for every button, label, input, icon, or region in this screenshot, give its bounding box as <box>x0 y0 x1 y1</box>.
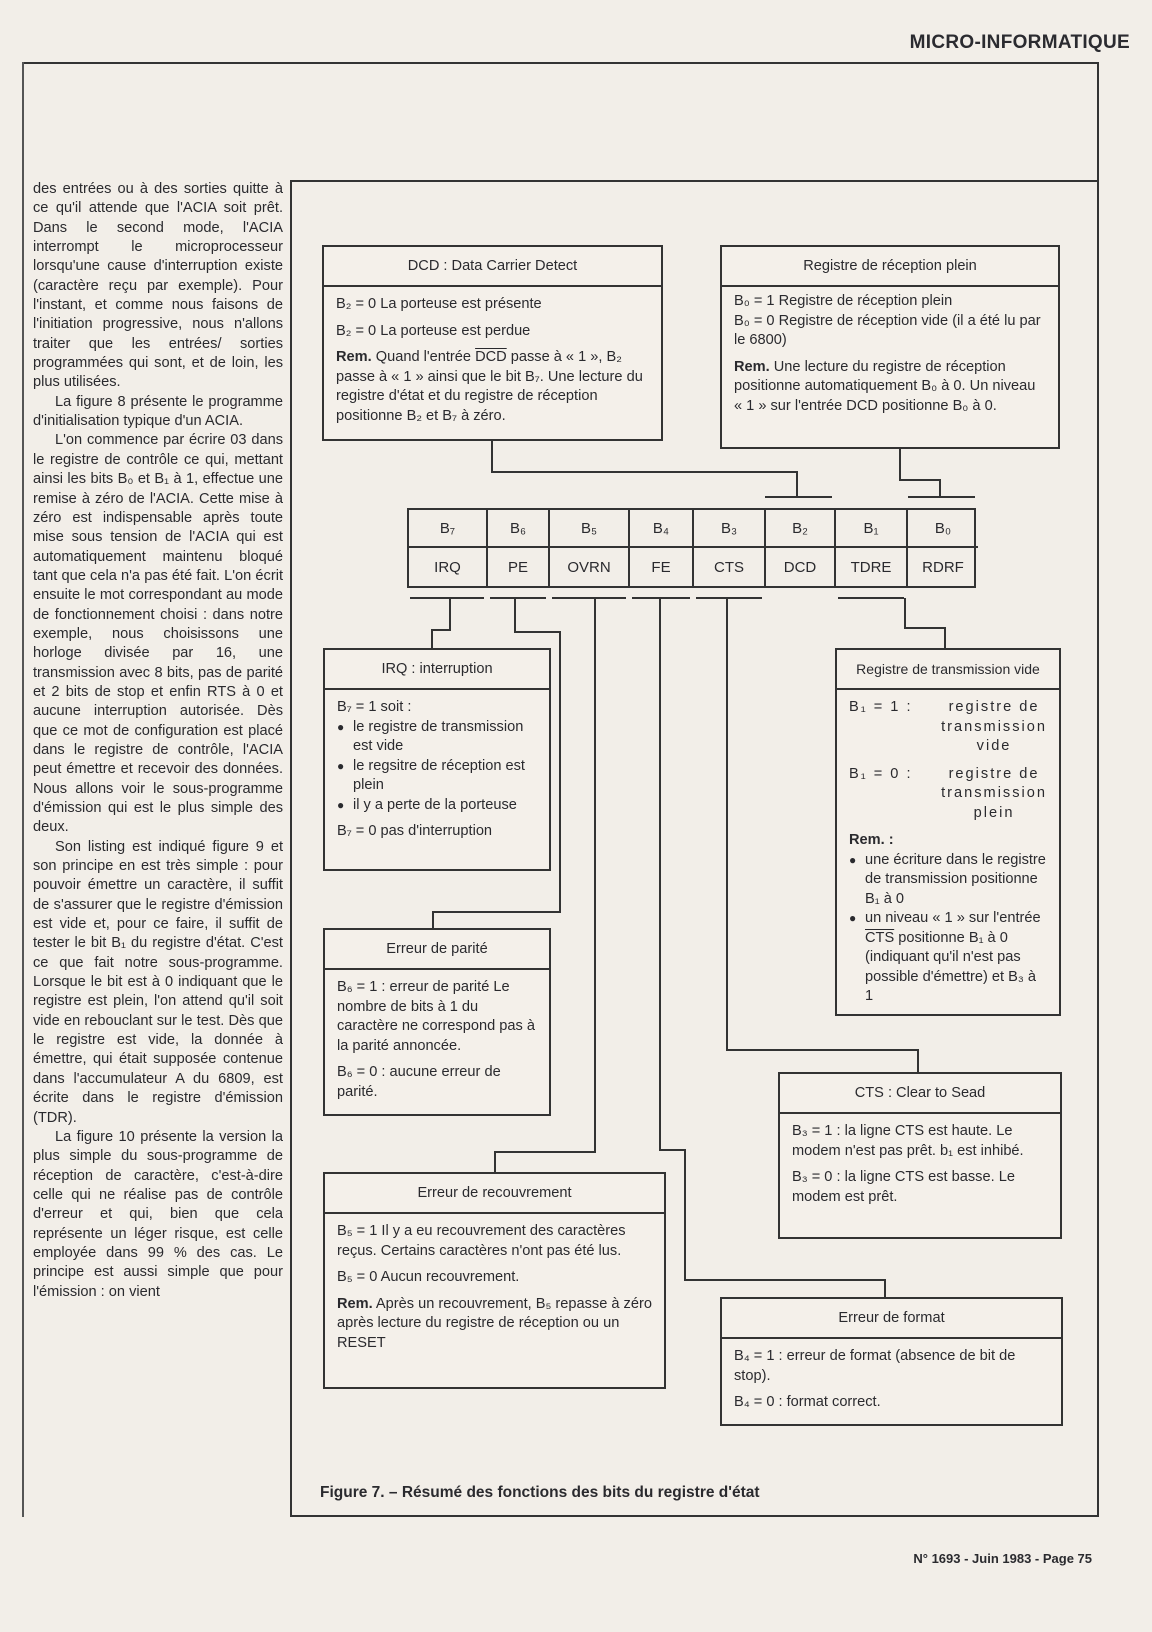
format-error-box <box>720 1297 1063 1426</box>
tdre-box <box>835 648 1061 1016</box>
box-line <box>849 698 1047 757</box>
figure-caption: Figure 7. – Résumé des fonctions des bits du registre d'état <box>320 1484 760 1501</box>
box-remark <box>336 348 649 426</box>
box-line: B₅ = 0 Aucun recouvrement. <box>337 1269 520 1285</box>
box-title: Erreur de parité <box>325 930 549 970</box>
box-line: B₆ = 0 : aucune erreur de parité. <box>337 1064 501 1100</box>
connector-tdre <box>905 598 945 648</box>
box-title: IRQ : interruption <box>325 650 549 690</box>
box-line: B₂ = 0 La porteuse est présente <box>336 296 542 312</box>
cts-box <box>778 1072 1062 1239</box>
box-line: B₄ = 0 : format correct. <box>734 1394 881 1410</box>
bit-label: B₁ <box>836 510 908 548</box>
box-line: B₀ = 1 Registre de réception plein <box>734 293 953 309</box>
rem-label: Rem. <box>734 358 770 375</box>
bit-label: B₅ <box>550 510 630 548</box>
box-remark <box>734 358 1046 417</box>
bit-name: TDRE <box>836 548 908 586</box>
rem-text: un niveau « 1 » sur l'entrée <box>865 910 1041 926</box>
signal-name: $\overline{DCD}$ <box>475 349 507 365</box>
paragraph: La figure 10 présente la version la plus simple du sous-programme de réception de caractère, c'est-à-dire celle qui ne réalise pas de contrôle d'erreur et qui, bien que cela représente un léger risque, est celle employée dans 99 % des cas. Le principe est aussi simple que pour l'émission : on vient <box>33 1128 283 1300</box>
box-line <box>849 765 1047 824</box>
box-title: Registre de réception plein <box>722 247 1058 287</box>
bit-name: PE <box>488 548 550 586</box>
box-line: B₇ = 0 pas d'interruption <box>337 823 493 839</box>
bit-name: CTS <box>694 548 766 586</box>
dcd-box <box>322 245 663 441</box>
bit-label: B₃ <box>694 510 766 548</box>
box-title: Erreur de format <box>722 1299 1061 1339</box>
connector-irq <box>432 598 450 648</box>
box-remark <box>337 1295 652 1354</box>
rem-label: Rem. : <box>849 832 894 848</box>
rdrf-box <box>720 245 1060 449</box>
rem-text: passe à « 1 », B₂ passe à « 1 » ainsi que le bit B₇. Une lecture du registre d'état et du registre de réception positionne B₂ et B₇ à zéro. <box>336 349 643 424</box>
bit-label: B₂ <box>766 510 836 548</box>
box-line: B₂ = 0 La porteuse est perdue <box>336 322 531 339</box>
paragraph: L'on commence par écrire 03 dans le registre de contrôle ce qui, mettant ainsi les bits B₀ et B₁ à 1, effectue une remise à zéro de l'ACIA. Cette mise à zéro est indispensable après toute mise sous tension de l'ACIA qui est automatiquement maintenu bloqué tant que cela n'a pas été fait. L'on écrit ensuite le mot correspondant au mode de fonctionnement choisi : dans notre exemple, nous choisissons une horloge divisée par 16, une transmission avec 8 bits, pas de parité et 2 bits de stop et enfin RTS à 0 et aucune interruption autorisée. Dès que ce mot de configuration est placé dans le registre de contrôle, l'ACIA peut émettre et recevoir des données. Nous allons voir le sous-programme d'émission qui est le plus simple des deux. <box>33 432 283 836</box>
irq-box <box>323 648 551 871</box>
bit-label: B₄ <box>630 510 694 548</box>
box-title: Registre de transmission vide <box>837 650 1059 690</box>
bit-name: FE <box>630 548 694 586</box>
box-line: B₄ = 1 : erreur de format (absence de bit de stop). <box>734 1348 1016 1384</box>
bit-label: B₀ <box>908 510 978 548</box>
paragraph: Son listing est indiqué figure 9 et son principe en est très simple : pour pouvoir émettre un caractère, il suffit de s'assurer que le registre d'émission est vide et, pour ce faire, il suffit de tester le bit B₁ du registre d'état. C'est ce que fait notre sous-programme. Lorsque le bit est à 0 indiquant que le registre est plein, l'on attend qu'il soit vide en rebouclant sur le test. Dès que le registre est vide, la donnée à émettre, qui était supposée contenue dans l'accumulateur A du 6809, est écrite dans le registre d'émission (TDR). <box>33 838 283 1126</box>
box-line: B₅ = 1 Il y a eu recouvrement des caractères reçus. Certains caractères n'ont pas été lus. <box>337 1223 626 1259</box>
bit-label: B₇ <box>409 510 488 548</box>
box-line: B₃ = 1 : la ligne CTS est haute. Le modem n'est pas prêt. b₁ est inhibé. <box>792 1123 1024 1159</box>
box-title: Erreur de recouvrement <box>325 1174 664 1214</box>
rem-label: Rem. <box>336 349 372 365</box>
bullet-item: ● une écriture dans le registre de transmission positionne B₁ à 0 <box>849 851 1047 910</box>
signal-name: $\overline{CTS}$ <box>865 929 895 946</box>
bit-meaning: registre de transmission vide <box>941 699 1048 754</box>
rem-text: Après un recouvrement, B₅ repasse à zéro après lecture du registre de réception ou un RESET <box>337 1295 652 1351</box>
page-footer: N° 1693 - Juin 1983 - Page 75 <box>913 1551 1092 1566</box>
bullet-item: ● le regsitre de réception est plein <box>337 757 537 796</box>
bit-label: B₆ <box>488 510 550 548</box>
paragraph: des entrées ou à des sorties quitte à ce qu'il attende que l'ACIA soit prêt. Dans le second mode, l'ACIA interrompt le microprocesseur lorsqu'une cause d'interruption existe (caractère reçu par exemple). Pour l'instant, et comme nous faisons de l'initiation progressive, nous n'allons traiter que les entrées/ sorties programmées qui sont, et de loin, les plus utilisées. <box>33 181 283 391</box>
box-line: B₇ = 1 soit : <box>337 699 412 715</box>
box-title: CTS : Clear to Sead <box>780 1074 1060 1114</box>
box-line: B₃ = 0 : la ligne CTS est basse. Le modem est prêt. <box>792 1169 1015 1205</box>
parity-error-box <box>323 928 551 1116</box>
bit-name: IRQ <box>409 548 488 586</box>
rem-text: positionne B₁ à 0 (indiquant qu'il n'est pas possible d'émettre) et B₃ à 1 <box>865 929 1036 1004</box>
box-line: B₆ = 1 : erreur de parité Le nombre de bits à 1 du caractère ne correspond pas à la parité annoncée. <box>337 979 535 1054</box>
status-register <box>407 508 976 588</box>
bullet-item: ● le registre de transmission est vide <box>337 718 537 757</box>
paragraph: La figure 8 présente le programme d'initialisation typique d'un ACIA. <box>33 393 283 430</box>
section-header: MICRO-INFORMATIQUE <box>909 32 1130 53</box>
bit-name: DCD <box>766 548 836 586</box>
bit-meaning: registre de transmission plein <box>941 765 1048 821</box>
bit-name: RDRF <box>922 558 964 576</box>
rem-label: Rem. <box>337 1295 373 1312</box>
connector-rdrf <box>900 448 940 497</box>
rem-text: Une lecture du registre de réception positionne automatiquement B₀ à 0. Un niveau « 1 » sur l'entrée DCD positionne B₀ à 0. <box>734 358 1036 414</box>
bit-name: OVRN <box>550 548 630 586</box>
bit-value: B₁ = 1 : <box>849 699 913 715</box>
bullet-item: ● il y a perte de la porteuse <box>337 796 537 816</box>
rem-text: Quand l'entrée <box>371 349 476 365</box>
box-line: B₀ = 0 Registre de réception vide (il a été lu par le 6800) <box>734 312 1041 348</box>
overrun-error-box <box>323 1172 666 1389</box>
box-title: DCD : Data Carrier Detect <box>324 247 661 287</box>
bullet-item <box>849 909 1047 1007</box>
bit-value: B₁ = 0 : <box>849 765 913 782</box>
